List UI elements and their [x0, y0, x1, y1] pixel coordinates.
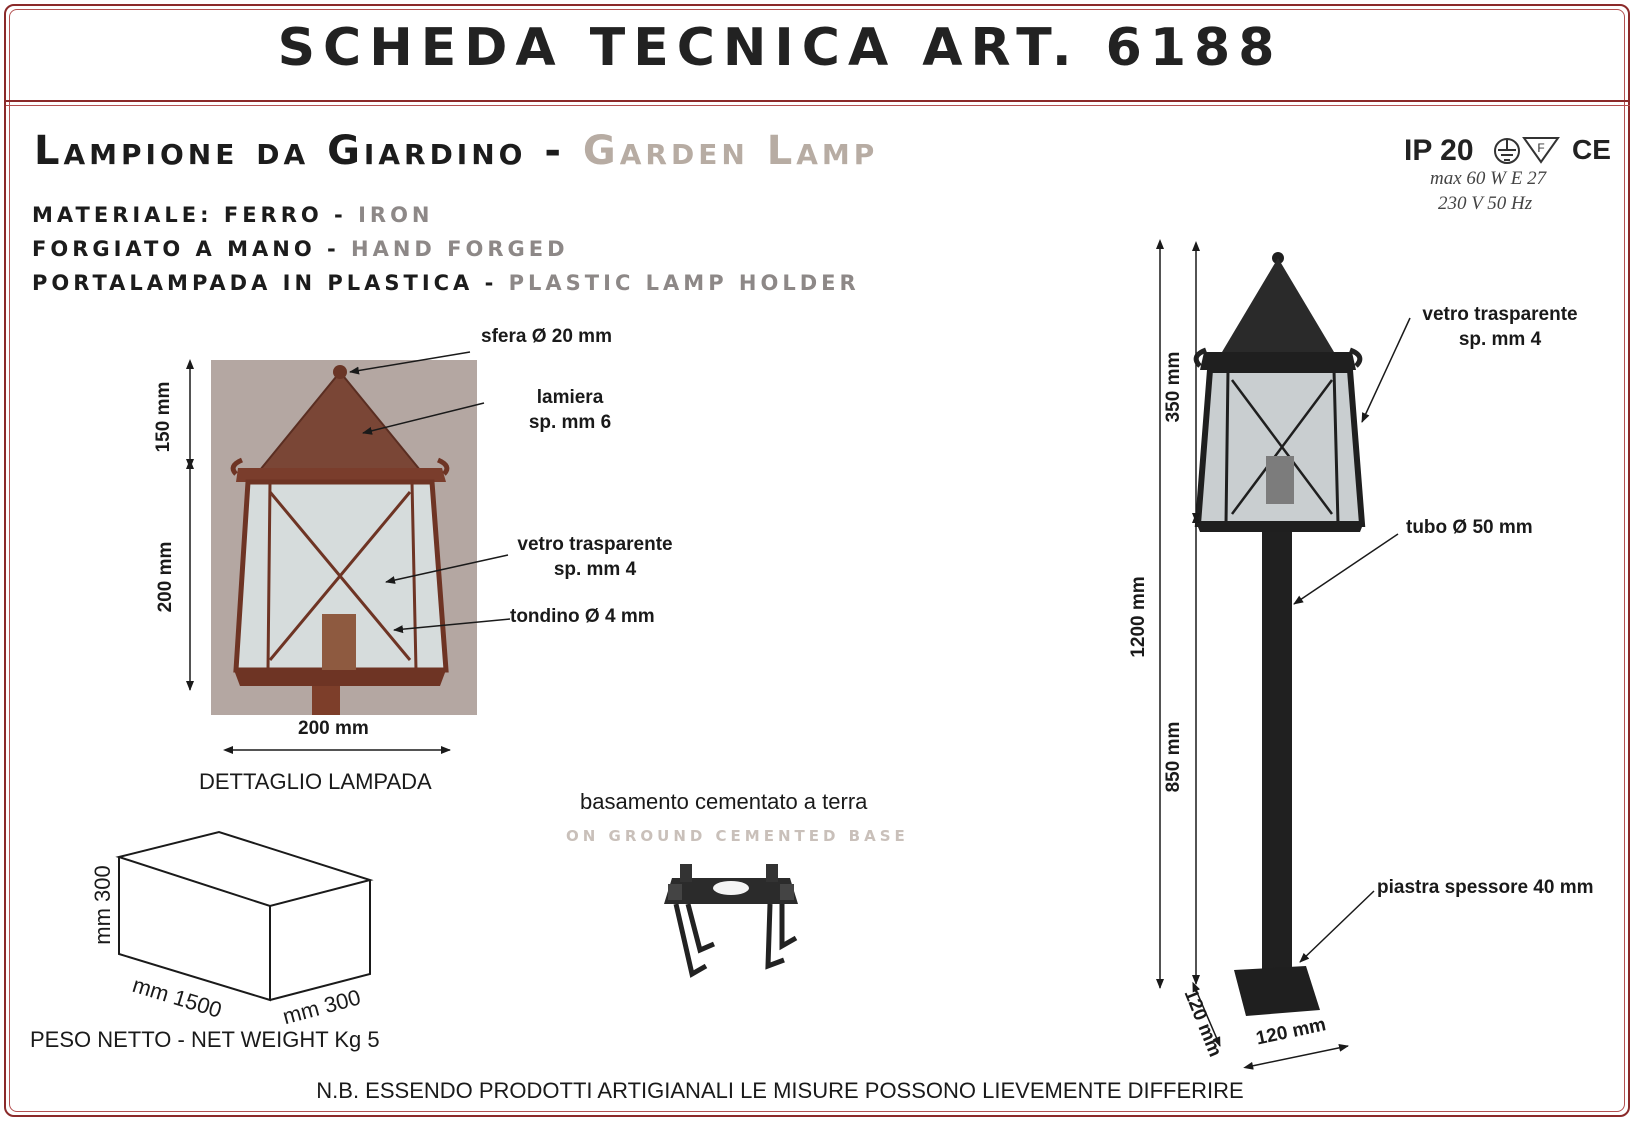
label-top-height: 150 mm	[153, 381, 174, 453]
document-title: SCHEDA TECNICA ART. 6188	[277, 18, 1283, 78]
spec-material-it: MATERIALE: FERRO	[32, 203, 323, 227]
spec-material-sep: -	[322, 203, 359, 227]
spec-forging-sep: -	[315, 237, 352, 261]
spec-forging-it: FORGIATO A MANO	[32, 237, 316, 261]
lamp-label-plate-depth: 120 mm	[1179, 986, 1226, 1060]
lamp-label-head-height: 350 mm	[1163, 351, 1184, 423]
spec-forging-en: HAND FORGED	[351, 237, 569, 261]
package-depth: mm 300	[280, 984, 364, 1030]
ip-rating: IP 20	[1404, 134, 1474, 167]
product-title-separator: -	[526, 128, 583, 174]
label-glass-1: vetro trasparente	[517, 534, 673, 555]
label-sphere: sfera Ø 20 mm	[481, 326, 612, 347]
lamp-label-glass-2: sp. mm 4	[1458, 329, 1542, 350]
label-sheet-2: sp. mm 6	[528, 412, 612, 433]
label-rod: tondino Ø 4 mm	[510, 606, 655, 627]
lamp-label-glass-1: vetro trasparente	[1422, 304, 1578, 325]
lamp-label-pole-height: 850 mm	[1163, 721, 1184, 793]
f-mark-text: F	[1537, 141, 1545, 155]
full-lamp-photo	[1196, 252, 1364, 1016]
lamp-label-plate: piastra spessore 40 mm	[1377, 877, 1594, 898]
lamp-label-total-height: 1200 mm	[1128, 576, 1149, 658]
footer-note: N.B. ESSENDO PRODOTTI ARTIGIANALI LE MISURE POSSONO LIEVEMENTE DIFFERIRE	[316, 1078, 1244, 1103]
leader-tube	[1294, 534, 1398, 604]
leader-plate	[1300, 891, 1374, 962]
spec-lampholder-en: PLASTIC LAMP HOLDER	[508, 271, 860, 295]
label-glass-2: sp. mm 4	[553, 559, 637, 580]
lamp-label-plate-width: 120 mm	[1254, 1014, 1328, 1050]
label-sheet-1: lamiera	[536, 387, 604, 408]
product-title-it: Lampione da Giardino	[34, 128, 527, 174]
label-body-height: 200 mm	[155, 541, 176, 613]
package-weight: PESO NETTO - NET WEIGHT Kg 5	[30, 1027, 380, 1052]
product-title-en: Garden Lamp	[582, 128, 879, 174]
detail-caption: DETTAGLIO LAMPADA	[199, 769, 432, 794]
leader-lamp-glass	[1362, 318, 1410, 422]
package-length: mm 1500	[129, 972, 225, 1023]
spec-lampholder-it: PORTALAMPADA IN PLASTICA	[32, 271, 474, 295]
cert-voltage: 230 V 50 Hz	[1438, 193, 1533, 214]
base-caption-en: ON GROUND CEMENTED BASE	[566, 827, 909, 845]
ce-mark: CE	[1572, 134, 1611, 165]
lamp-label-tube: tubo Ø 50 mm	[1406, 517, 1533, 538]
package-height: mm 300	[90, 865, 115, 945]
base-caption-it: basamento cementato a terra	[580, 789, 868, 814]
spec-lampholder-sep: -	[473, 271, 509, 295]
spec-material-en: IRON	[358, 203, 434, 227]
label-width: 200 mm	[298, 718, 369, 739]
cert-power: max 60 W E 27	[1430, 168, 1547, 189]
